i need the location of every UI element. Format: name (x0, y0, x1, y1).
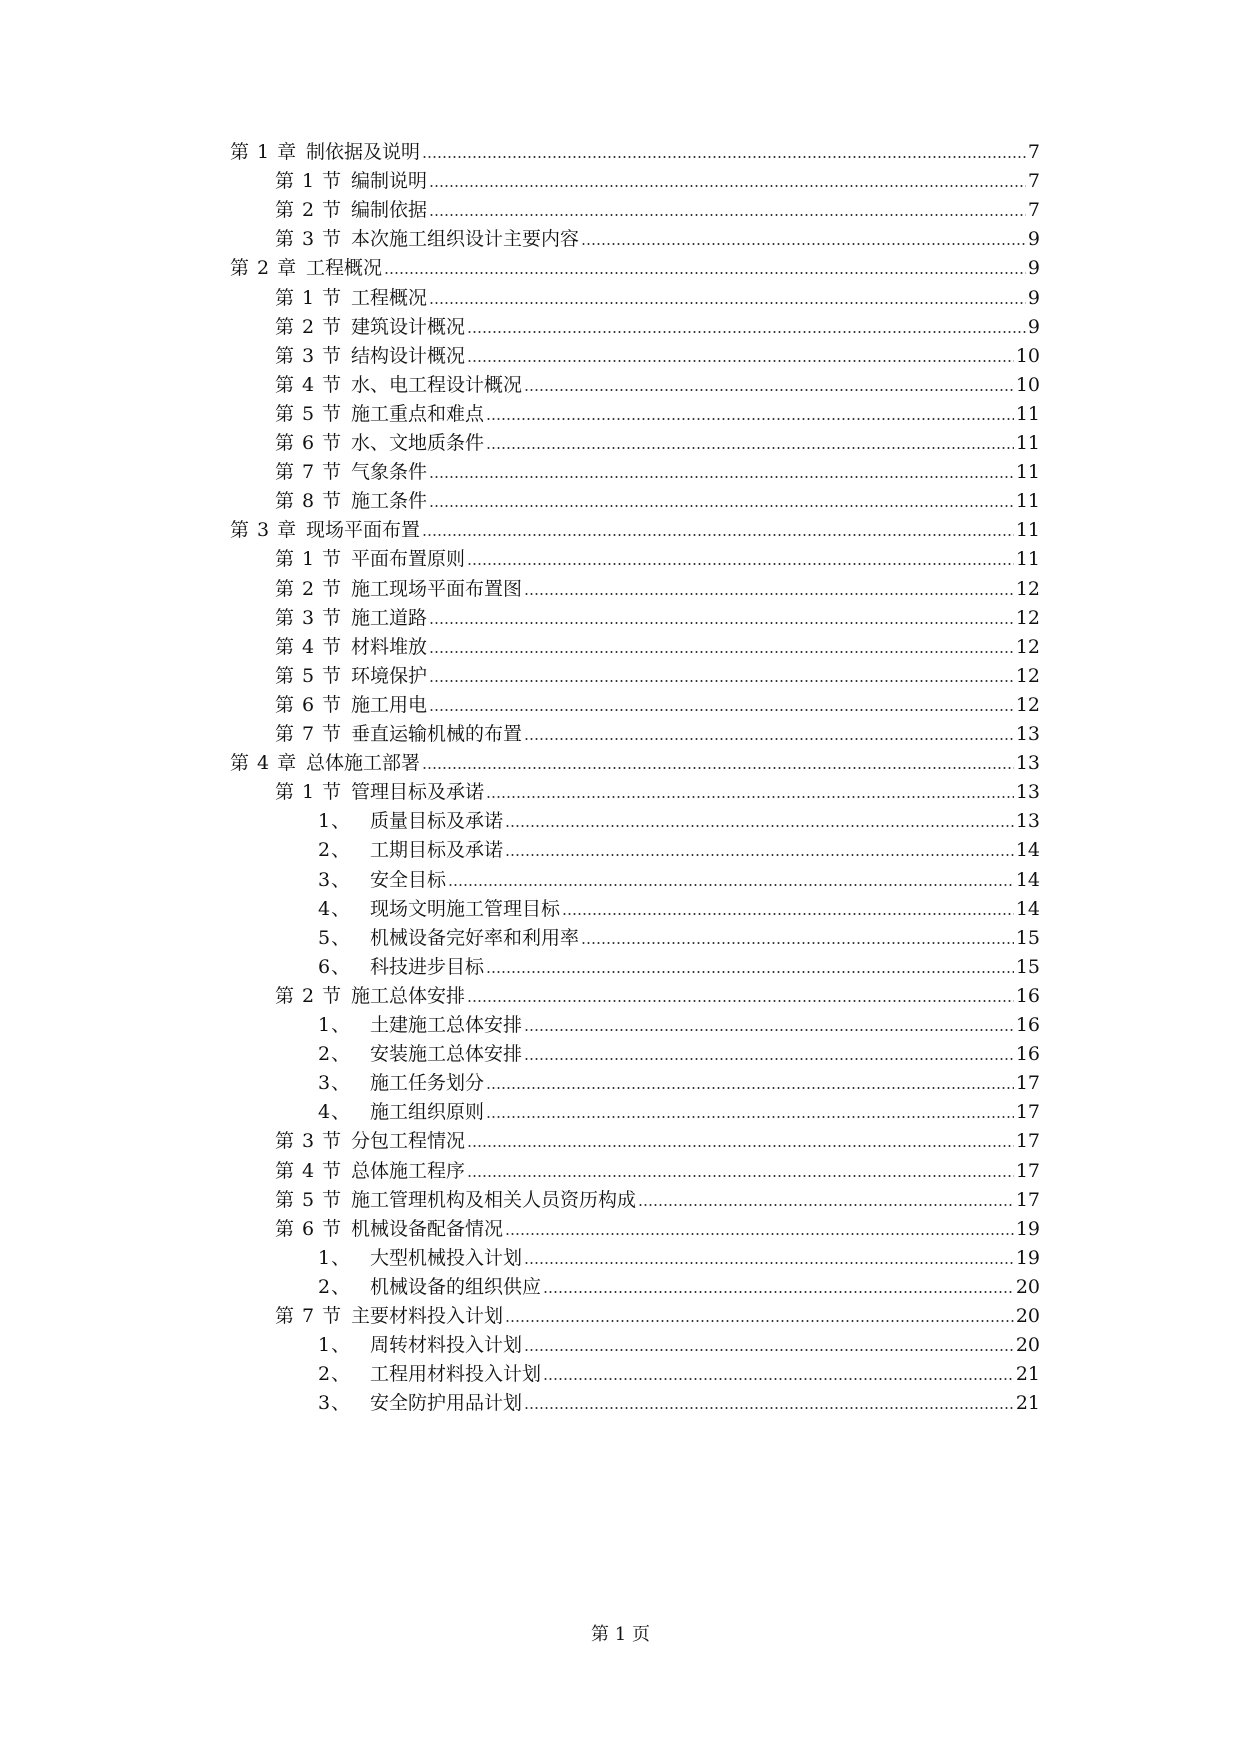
toc-page-number: 7 (1027, 199, 1040, 222)
dot-leader (505, 825, 1014, 827)
toc-entry[interactable] (275, 167, 1040, 195)
toc-title: 工程用材料投入计划 (370, 1363, 542, 1386)
toc-title: 编制依据 (351, 199, 428, 222)
dot-leader (543, 1378, 1014, 1380)
toc-title: 水、电工程设计概况 (351, 373, 523, 396)
toc-title: 机械设备配备情况 (351, 1217, 504, 1240)
toc-page-number: 13 (1015, 723, 1040, 745)
toc-entry[interactable] (275, 575, 1040, 603)
toc-page-number: 9 (1027, 228, 1040, 251)
toc-page-number: 14 (1015, 868, 1040, 891)
toc-title: 平面布置原则 (351, 548, 466, 571)
toc-title: 机械设备完好率和利用率 (370, 926, 580, 949)
toc-page-number: 11 (1015, 490, 1040, 513)
toc-entry[interactable] (275, 458, 1040, 486)
toc-number: 第 7 节 (275, 461, 343, 484)
toc-title: 施工任务划分 (370, 1072, 485, 1095)
toc-page-number: 7 (1027, 141, 1040, 163)
toc-entry[interactable] (275, 487, 1040, 515)
dot-leader (429, 622, 1014, 624)
dot-leader (524, 1407, 1014, 1409)
toc-title: 土建施工总体安排 (370, 1014, 523, 1036)
toc-page-number: 17 (1015, 1130, 1040, 1153)
toc-page-number: 11 (1015, 548, 1040, 571)
toc-entry[interactable] (275, 429, 1040, 457)
dot-leader (422, 767, 1014, 769)
toc-page-number: 13 (1015, 781, 1040, 804)
toc-title: 施工组织原则 (370, 1101, 485, 1124)
toc-title: 安装施工总体安排 (370, 1043, 523, 1066)
toc-title: 分包工程情况 (351, 1130, 466, 1153)
toc-entry[interactable] (275, 604, 1040, 632)
toc-entry[interactable] (275, 371, 1040, 399)
toc-entry[interactable] (318, 1331, 1040, 1359)
toc-number: 第 4 节 (275, 635, 343, 658)
toc-entry[interactable] (318, 924, 1040, 952)
page-footer: 第 1 页 (591, 1624, 650, 1645)
toc-number: 第 1 节 (275, 286, 343, 309)
dot-leader (486, 971, 1014, 973)
toc-number: 第 8 节 (275, 490, 343, 513)
dot-leader (429, 680, 1014, 682)
toc-title: 科技进步目标 (370, 955, 485, 978)
toc-number: 4、 (318, 897, 352, 920)
toc-entry[interactable] (275, 225, 1040, 253)
dot-leader (467, 360, 1014, 362)
toc-title: 材料堆放 (351, 635, 428, 658)
dot-leader (429, 505, 1014, 507)
toc-entry[interactable] (318, 953, 1040, 981)
toc-entry[interactable] (275, 545, 1040, 573)
toc-title: 垂直运输机械的布置 (351, 723, 523, 745)
dot-leader (429, 476, 1014, 478)
toc-title: 结构设计概况 (351, 344, 466, 367)
dot-leader (524, 1349, 1014, 1351)
toc-title: 总体施工程序 (351, 1159, 466, 1182)
toc-title: 制依据及说明 (306, 141, 421, 163)
toc-page-number: 10 (1015, 344, 1040, 367)
toc-title: 周转材料投入计划 (370, 1334, 523, 1357)
toc-page-number: 19 (1015, 1246, 1040, 1269)
dot-leader (562, 913, 1014, 915)
toc-number: 第 2 节 (275, 199, 343, 222)
dot-leader (384, 272, 1026, 274)
toc-title: 环境保护 (351, 664, 428, 687)
toc-entry[interactable] (318, 1098, 1040, 1126)
toc-number: 3、 (318, 1072, 352, 1095)
dot-leader (486, 1087, 1014, 1089)
dot-leader (467, 1175, 1014, 1177)
toc-entry[interactable] (318, 895, 1040, 923)
toc-entry[interactable] (275, 982, 1040, 1010)
toc-page-number: 15 (1015, 926, 1040, 949)
dot-leader (505, 1233, 1014, 1235)
toc-number: 第 2 节 (275, 315, 343, 338)
toc-entry[interactable] (275, 662, 1040, 690)
toc-number: 第 7 节 (275, 723, 343, 745)
toc-title: 施工重点和难点 (351, 402, 485, 425)
dot-leader (524, 1058, 1014, 1060)
toc-title: 大型机械投入计划 (370, 1246, 523, 1269)
toc-page-number: 12 (1015, 606, 1040, 629)
dot-leader (429, 302, 1026, 304)
dot-leader (486, 796, 1014, 798)
toc-number: 2、 (318, 1363, 352, 1386)
toc-number: 第 2 节 (275, 577, 343, 600)
toc-title: 气象条件 (351, 461, 428, 484)
toc-entry[interactable] (318, 1040, 1040, 1068)
toc-title: 水、文地质条件 (351, 432, 485, 454)
dot-leader (581, 243, 1026, 245)
toc-number: 1、 (318, 1014, 352, 1036)
toc-entry[interactable] (275, 1215, 1040, 1243)
toc-page-number: 9 (1027, 257, 1040, 280)
toc-entry[interactable] (275, 342, 1040, 370)
toc-number: 第 3 节 (275, 228, 343, 251)
dot-leader (467, 1145, 1014, 1147)
toc-entry[interactable] (275, 1127, 1040, 1155)
toc-page-number: 17 (1015, 1072, 1040, 1095)
toc-number: 第 1 节 (275, 170, 343, 193)
toc-number: 6、 (318, 955, 352, 978)
toc-entry[interactable] (275, 313, 1040, 341)
toc-number: 3、 (318, 1392, 352, 1415)
toc-number: 第 5 节 (275, 1188, 343, 1211)
dot-leader (505, 854, 1014, 856)
toc-title: 机械设备的组织供应 (370, 1275, 542, 1298)
dot-leader (524, 1262, 1014, 1264)
toc-page-number: 9 (1027, 315, 1040, 338)
toc-page-number: 12 (1015, 635, 1040, 658)
toc-entry[interactable] (318, 1011, 1040, 1039)
toc-entry[interactable] (318, 807, 1040, 835)
toc-entry[interactable] (230, 254, 1040, 282)
toc-entry[interactable] (275, 400, 1040, 428)
toc-number: 第 1 章 (230, 141, 298, 163)
toc-number: 3、 (318, 868, 352, 891)
dot-leader (505, 1320, 1014, 1322)
toc-title: 建筑设计概况 (351, 315, 466, 338)
toc-entry[interactable] (275, 633, 1040, 661)
dot-leader (467, 331, 1026, 333)
dot-leader (429, 214, 1026, 216)
toc-title: 总体施工部署 (306, 752, 421, 775)
toc-entry[interactable] (318, 1244, 1040, 1272)
toc-title: 质量目标及承诺 (370, 810, 504, 833)
toc-number: 2、 (318, 839, 352, 862)
toc-title: 主要材料投入计划 (351, 1305, 504, 1327)
toc-number: 第 4 章 (230, 752, 298, 775)
toc-title: 工程概况 (306, 257, 383, 280)
toc-entry[interactable] (230, 516, 1040, 544)
toc-page-number: 19 (1015, 1217, 1040, 1240)
toc-number: 2、 (318, 1275, 352, 1298)
toc-entry[interactable] (318, 1069, 1040, 1097)
toc-entry[interactable] (318, 836, 1040, 864)
dot-leader (467, 1000, 1014, 1002)
toc-entry[interactable] (318, 1389, 1040, 1417)
dot-leader (524, 389, 1014, 391)
dot-leader (467, 563, 1014, 565)
toc-page-number: 11 (1015, 519, 1040, 542)
toc-entry[interactable] (275, 196, 1040, 224)
dot-leader (524, 593, 1014, 595)
toc-number: 第 2 节 (275, 984, 343, 1007)
toc-number: 第 1 节 (275, 781, 343, 804)
toc-entry[interactable] (275, 284, 1040, 312)
toc-title: 安全防护用品计划 (370, 1392, 523, 1415)
toc-page-number: 7 (1027, 170, 1040, 193)
toc-page-number: 20 (1015, 1275, 1040, 1298)
dot-leader (581, 942, 1014, 944)
dot-leader (422, 156, 1026, 158)
toc-page-number: 9 (1027, 286, 1040, 309)
toc-entry[interactable] (275, 1186, 1040, 1214)
toc-page-number: 11 (1015, 402, 1040, 425)
toc-page-number: 12 (1015, 693, 1040, 716)
toc-title: 现场平面布置 (306, 519, 421, 542)
toc-page-number: 16 (1015, 1014, 1040, 1036)
toc-number: 第 4 节 (275, 373, 343, 396)
toc-title: 工程概况 (351, 286, 428, 309)
toc-page-number: 16 (1015, 1043, 1040, 1066)
toc-entry[interactable] (318, 1360, 1040, 1388)
toc-title: 安全目标 (370, 868, 447, 891)
toc-entry[interactable] (275, 1157, 1040, 1185)
toc-page-number: 17 (1015, 1188, 1040, 1211)
toc-page-number: 17 (1015, 1159, 1040, 1182)
toc-page-number: 16 (1015, 984, 1040, 1007)
toc-number: 5、 (318, 926, 352, 949)
toc-title: 工期目标及承诺 (370, 839, 504, 862)
toc-entry[interactable] (275, 691, 1040, 719)
toc-entry[interactable] (230, 749, 1040, 777)
toc-title: 施工道路 (351, 606, 428, 629)
toc-title: 本次施工组织设计主要内容 (351, 228, 580, 251)
toc-number: 第 3 节 (275, 344, 343, 367)
toc-entry[interactable] (275, 720, 1040, 748)
toc-number: 1、 (318, 1334, 352, 1357)
dot-leader (486, 418, 1014, 420)
toc-entry[interactable] (318, 1273, 1040, 1301)
dot-leader (429, 651, 1014, 653)
dot-leader (429, 709, 1014, 711)
toc-number: 第 6 节 (275, 693, 343, 716)
toc-page-number: 21 (1015, 1392, 1040, 1415)
toc-number: 第 6 节 (275, 432, 343, 454)
toc-page-number: 12 (1015, 664, 1040, 687)
toc-number: 第 6 节 (275, 1217, 343, 1240)
toc-page-number: 12 (1015, 577, 1040, 600)
toc-page-number: 17 (1015, 1101, 1040, 1124)
toc-number: 第 2 章 (230, 257, 298, 280)
dot-leader (486, 447, 1014, 449)
toc-number: 4、 (318, 1101, 352, 1124)
dot-leader (543, 1291, 1014, 1293)
toc-page-number: 10 (1015, 373, 1040, 396)
toc-page-number: 13 (1015, 752, 1040, 775)
dot-leader (422, 534, 1014, 536)
toc-title: 管理目标及承诺 (351, 781, 485, 804)
toc-page-number: 20 (1015, 1305, 1040, 1327)
toc-entry[interactable] (275, 778, 1040, 806)
toc-title: 施工条件 (351, 490, 428, 513)
toc-page-number: 20 (1015, 1334, 1040, 1357)
toc-title: 编制说明 (351, 170, 428, 193)
dot-leader (638, 1204, 1014, 1206)
dot-leader (429, 185, 1026, 187)
toc-entry[interactable] (318, 866, 1040, 894)
toc-number: 2、 (318, 1043, 352, 1066)
toc-page-number: 14 (1015, 897, 1040, 920)
toc-number: 第 3 节 (275, 606, 343, 629)
toc-number: 第 3 章 (230, 519, 298, 542)
dot-leader (524, 1029, 1014, 1031)
toc-number: 第 3 节 (275, 1130, 343, 1153)
toc-page-number: 21 (1015, 1363, 1040, 1386)
toc-number: 第 5 节 (275, 664, 343, 687)
dot-leader (486, 1116, 1014, 1118)
toc-number: 第 1 节 (275, 548, 343, 571)
toc-page-number: 11 (1015, 432, 1040, 454)
toc-number: 1、 (318, 810, 352, 833)
toc-number: 第 4 节 (275, 1159, 343, 1182)
toc-page-number: 15 (1015, 955, 1040, 978)
toc-entry[interactable] (230, 138, 1040, 166)
toc-title: 施工现场平面布置图 (351, 577, 523, 600)
toc-number: 第 7 节 (275, 1305, 343, 1327)
toc-title: 施工用电 (351, 693, 428, 716)
toc-page-number: 11 (1015, 461, 1040, 484)
toc-page-number: 14 (1015, 839, 1040, 862)
dot-leader (448, 884, 1014, 886)
toc-title: 施工管理机构及相关人员资历构成 (351, 1188, 637, 1211)
toc-page-number: 13 (1015, 810, 1040, 833)
toc-title: 现场文明施工管理目标 (370, 897, 561, 920)
toc-entry[interactable] (275, 1302, 1040, 1330)
toc-title: 施工总体安排 (351, 984, 466, 1007)
toc-number: 第 5 节 (275, 402, 343, 425)
toc-number: 1、 (318, 1246, 352, 1269)
dot-leader (524, 738, 1014, 740)
